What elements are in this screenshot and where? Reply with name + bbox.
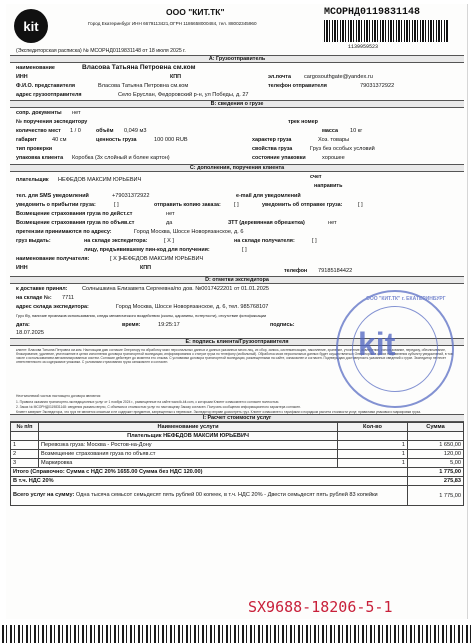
vat-label: В т.ч. НДС 20% (11, 477, 408, 486)
vat-row (11, 477, 464, 486)
ins-decl-value: да (166, 220, 173, 226)
sender-phone-label: телефон отправителя (268, 83, 327, 89)
row-sum: 5,00 (408, 459, 464, 468)
ins-state-value: нет (166, 211, 175, 217)
ins-state-label: Возмещение страхования груза по дейст.ст (16, 211, 133, 217)
receipt-line: (Экспедиторская расписка) № МСОРНД0119831148 от 18 июля 2025 г. (16, 48, 186, 54)
handwritten-code: SX9688-18206-5-1 (248, 598, 393, 616)
warehouse-value: 7711 (62, 295, 75, 301)
recv-kpp-label: КПП (140, 265, 152, 271)
row-num: 1 (11, 441, 39, 450)
section-d-header: D: отметки экспедитора (10, 276, 464, 284)
account-label: счет (310, 174, 322, 180)
pack-type-label: тип проверки (16, 146, 53, 152)
waybill-number: МСОРНД0119831148 (324, 7, 421, 18)
qty-label: количество мест (16, 128, 61, 134)
recv-phone: 79185184422 (318, 268, 353, 274)
logo-text: kit (23, 18, 39, 34)
costs-payer-row (11, 432, 464, 441)
company-info: Город Екатеринбург ИНН 6679113421,ОГРН 1186658000484, тел. 88002345960 (88, 21, 257, 26)
company-name: ООО "КИТ.ТК" (166, 7, 225, 17)
recv-inn-label: ИНН (16, 265, 28, 271)
sender-name-label: наименование (16, 65, 55, 71)
row-sum: 1 650,00 (408, 441, 464, 450)
track-label: трек номер (288, 119, 318, 125)
stamp-logo-text: kit (358, 326, 396, 362)
date-label: дата: (16, 322, 30, 328)
char-label: характер груза (252, 137, 292, 143)
pin-box[interactable]: [ ] (242, 247, 247, 253)
notify-arrive-box[interactable]: [ ] (114, 202, 119, 208)
section-e-header: Е: подпись клиента/Грузоотправителя (10, 338, 464, 346)
all-value: 1 775,00 (408, 486, 464, 506)
all-label: Всего услуг на сумму: (13, 492, 75, 498)
fwd-note: Груз б/у, наличие признаков использования, следы механического воздействия (сколы, царапины, потертости), отсутствие фотофиксации (16, 313, 267, 318)
barcode-text: 1139959523 (348, 44, 379, 50)
sender-inn-label: ИНН (16, 74, 28, 80)
accepted-label: к доставке принял: (16, 286, 68, 292)
row-num: 3 (11, 459, 39, 468)
pin-label: лицу, предъявившему пин-код для получения: (84, 247, 210, 253)
state-value: хорошее (322, 155, 345, 161)
email-notify-label: e-mail для уведомлений (236, 193, 301, 199)
props-label: свойства груза (252, 146, 293, 152)
notify-arrive-label: уведомить о прибытии груза: (16, 202, 96, 208)
send-label: направить (314, 183, 343, 189)
row-num: 2 (11, 450, 39, 459)
scan-edge-strip (2, 625, 474, 643)
sender-rep: Власова Татьяна Петровна см.ком (98, 83, 189, 89)
fwd-addr-value: Город Москва, Шоссе Новорязанское, д. 6, тел. 985768107 (116, 304, 269, 310)
col-service: Наименование услуги (39, 423, 338, 432)
section-c-header: С: дополнения, поручения клиента (10, 164, 464, 172)
payer-cell-sum (408, 432, 464, 441)
accept-label: претензии принимаются по адресу: (16, 229, 112, 235)
notify-copy-label: отправить копию заказа: (154, 202, 221, 208)
pack-label: упаковка клиента (16, 155, 64, 161)
row-service: Маркировка (39, 459, 338, 468)
fwd-addr-label: адрес склада экспедитора: (16, 304, 89, 310)
deliver-label: груз выдать: (16, 238, 51, 244)
mass-label: масса (322, 128, 338, 134)
notify-copy-box[interactable]: [ ] (234, 202, 239, 208)
table-row (11, 459, 464, 468)
ins-decl-label: Возмещение страхования груза по объяв.ст (16, 220, 135, 226)
all-row (11, 486, 464, 506)
section-a-header: А: Грузоотправитель (10, 55, 464, 63)
row-qty: 1 (338, 441, 408, 450)
row-qty: 1 (338, 450, 408, 459)
total-row (11, 468, 464, 477)
total-value: 1 775,00 (408, 468, 464, 477)
ztt-label: ЗТТ (деревянная обрешетка) (228, 220, 305, 226)
payer-value: НЕФЕДОВ МАКСИМ ЮРЬЕВИЧ (58, 177, 142, 183)
value-label: ценность груза (96, 137, 137, 143)
table-row (11, 441, 464, 450)
notify-send-label: уведомить об отправке груза: (262, 202, 343, 208)
docs-label: сопр. документы (16, 110, 62, 116)
company-stamp (336, 290, 454, 408)
fine-print-rules: 1. Правила оказания транспортно-экспедиционных услуг от 1 ноября 2024 г., размещенные на сайте www.tk-kit.com, с которыми Клиент ознакомлен и согласен полностью. (16, 400, 280, 404)
sign-label: подпись: (270, 322, 295, 328)
all-cell (11, 486, 408, 506)
sender-addr: Село Еруслан, Федоровский р-н, ул Победы, д. 27 (118, 92, 249, 98)
fine-print-warranty: Клиент заверяет Экспедитора, что груз не является опасным и не содержит предметов, запрещенных к перевозке. Экспедитор вправе досмотреть груз. Клиент ознакомлен с тарифами и порядком расчета стоимости услуг, правилами упаковки и маркировки груза. (16, 410, 422, 414)
payer-label: плательщик (16, 177, 49, 183)
costs-header-row (11, 423, 464, 432)
vat-value: 275,83 (408, 477, 464, 486)
col-qty: Кол-во (338, 423, 408, 432)
payer-cell-empty (11, 432, 39, 441)
props-value: Груз без особых условий (310, 146, 375, 152)
section-b-header: B: сведения о грузе (10, 100, 464, 108)
qty-value: 1 / 0 (70, 128, 81, 134)
size-value: 40 см (52, 137, 67, 143)
docs-value: нет (72, 110, 81, 116)
sender-kpp-label: КПП (170, 74, 182, 80)
barcode (324, 20, 448, 42)
ztt-value: нет (328, 220, 337, 226)
row-qty: 1 (338, 459, 408, 468)
sms-label: тел. для SMS уведомлений (16, 193, 89, 199)
at-exp-label: на складе экспедитора: (84, 238, 148, 244)
at-recv-box[interactable]: [ ] (312, 238, 317, 244)
col-num: № п/п (11, 423, 39, 432)
col-sum: Сумма (408, 423, 464, 432)
sender-name: Власова Татьяна Петровна см.ком (82, 64, 196, 71)
all-words: Одна тысяча семьсот семьдесят пять рублей 00 копеек, в т.ч. НДС 20% - Двести семьдесят пять рублей 83 копейки (75, 492, 378, 498)
mass-value: 10 кг (350, 128, 363, 134)
sender-email: cargosouthgate@yandex.ru (304, 74, 373, 80)
value-value: 100 000 RUB (154, 137, 188, 143)
volume-value: 0,049 м3 (124, 128, 147, 134)
kit-logo (14, 9, 48, 43)
sender-addr-label: адрес грузоотправителя (16, 92, 82, 98)
sender-rep-label: Ф.И.О. представителя (16, 83, 76, 89)
payer-cell: Плательщик НЕФЕДОВ МАКСИМ ЮРЬЕВИЧ (39, 432, 338, 441)
volume-label: объём (96, 128, 114, 134)
row-service: Перевозка груза: Москва - Ростов-на-Дону (39, 441, 338, 450)
time-label: время: (122, 322, 141, 328)
warehouse-label: на складе №: (16, 295, 52, 301)
sms-value: +79031372922 (112, 193, 150, 199)
recv-phone-label: телефон (284, 268, 308, 274)
payer-cell-qty (338, 432, 408, 441)
sender-phone: 79031372922 (360, 83, 395, 89)
fine-print-parts: Неотъемлемой частью настоящего договора являются: (16, 394, 102, 398)
state-label: состояние упаковки (252, 155, 306, 161)
accept-value: Город Москва, Шоссе Новорязанское, д. 6 (134, 229, 244, 235)
row-service: Возмещение страхования груза по объяв.ст (39, 450, 338, 459)
costs-table (10, 422, 464, 506)
fine-print-consent: клиент: Власова Татьяна Петровна см.ком. Настоящим даю согласие Оператору на обработку моих персональных данных и данных указанных мною лиц, их сбор, запись, систематизацию, накопление, хранение, уточнение, извлечение, использование, передачу, обезличивание, блокирование, удаление, уничтожение в целях исполнения договора транспортной экспедиции, информирования о статусе груза по телефону (мобильный). Обработка моих персональных данных будет осуществляться Оператором в целях направления субъекту уведомлений, в том числе с использованием автоматизированных систем. Согласие действует до момента его отзыва. С условиями договора транспортной экспедиции, размещенными на сайте, ознакомлен и согласен. Подтверждаю достоверность указанных сведений о грузе. Экспедитор не несет ответственности за содержимое упаковки. С условиями страхования груза ознакомлен и согласен. (16, 348, 454, 364)
char-value: Хоз. товары (318, 137, 350, 143)
recv-label: наименование получателя: (16, 256, 90, 262)
at-exp-mark[interactable]: [ X ] (164, 238, 174, 244)
size-label: габарит (16, 137, 37, 143)
total-label: Итого (Справочно: Сумма с НДС 20% 1655.00 Сумма без НДС 120.00) (11, 468, 408, 477)
notify-send-box[interactable]: [ ] (358, 202, 363, 208)
date-value: 18.07.2025 (16, 330, 44, 336)
table-row (11, 450, 464, 459)
stamp-arc-text: ООО "КИТ.ТК" г. ЕКАТЕРИНБУРГ (366, 296, 446, 302)
sender-email-label: эл.почта (268, 74, 291, 80)
section-i-header: I: Расчет стоимости услуг (10, 414, 464, 422)
row-sum: 120,00 (408, 450, 464, 459)
order-label: № поручения экспедитору (16, 119, 88, 125)
pack-value: Коробка (3х слойный и более картон) (72, 155, 170, 161)
waybill-document (6, 4, 468, 619)
at-recv-label: на складе получателя: (234, 238, 295, 244)
recv-value: [ X ]НЕФЕДОВ МАКСИМ ЮРЬЕВИЧ (110, 256, 204, 262)
time-value: 19:25:17 (158, 322, 180, 328)
accepted-value: Солнышкина Елизавета Сергеевна/по дов. №0017422201 от 01.01.2025 (82, 286, 270, 292)
fine-print-order: 2. Заказ № МСОРНД0119831148: сведения указаны верно, С объемом и стоимостью услуг по настоящему Заказу согласен. Получать сообщения информационного характера согласен. (16, 405, 301, 409)
